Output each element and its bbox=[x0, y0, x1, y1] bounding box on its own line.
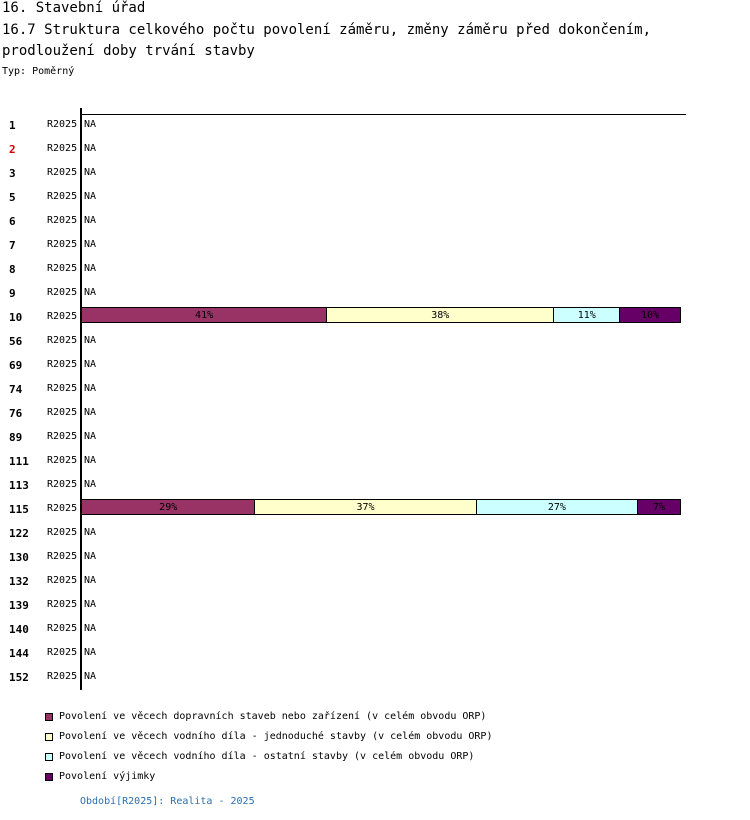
na-label: NA bbox=[84, 359, 97, 370]
data-label: 10% bbox=[641, 309, 660, 321]
data-label: 37% bbox=[356, 501, 375, 513]
period-label: R2025 bbox=[47, 287, 78, 298]
legend-label: Povolení výjimky bbox=[59, 771, 156, 782]
na-label: NA bbox=[84, 479, 97, 490]
chart-row bbox=[0, 617, 690, 641]
chart-title: 16.7 Struktura celkového počtu povolení záměru, změny záměru před dokončením, prodloužení doby trvání stavby bbox=[2, 22, 652, 59]
na-label: NA bbox=[84, 599, 97, 610]
data-label: 7% bbox=[653, 501, 666, 513]
chart-row bbox=[0, 185, 690, 209]
chart-row bbox=[0, 353, 690, 377]
chart-row bbox=[0, 209, 690, 233]
na-label: NA bbox=[84, 383, 97, 394]
na-label: NA bbox=[84, 119, 97, 130]
period-label: R2025 bbox=[47, 455, 78, 466]
period-label: R2025 bbox=[47, 623, 78, 634]
period-label: R2025 bbox=[47, 431, 78, 442]
na-label: NA bbox=[84, 671, 97, 682]
category-label: 69 bbox=[9, 359, 23, 372]
bar-segment bbox=[255, 500, 476, 514]
chart-row bbox=[0, 305, 690, 329]
na-label: NA bbox=[84, 623, 97, 634]
category-label: 111 bbox=[9, 455, 29, 468]
na-label: NA bbox=[84, 335, 97, 346]
chart-row bbox=[0, 137, 690, 161]
data-label: 11% bbox=[577, 309, 596, 321]
legend-label: Povolení ve věcech dopravních staveb nebo zařízení (v celém obvodu ORP) bbox=[59, 711, 487, 722]
stacked-bar bbox=[81, 499, 681, 515]
period-label: R2025 bbox=[47, 239, 78, 250]
legend-label: Povolení ve věcech vodního díla - ostatní stavby (v celém obvodu ORP) bbox=[59, 751, 475, 762]
category-label: 5 bbox=[9, 191, 16, 204]
bar-segment bbox=[638, 500, 680, 514]
na-label: NA bbox=[84, 167, 97, 178]
chart-row bbox=[0, 329, 690, 353]
na-label: NA bbox=[84, 191, 97, 202]
chart-row bbox=[0, 521, 690, 545]
period-label: R2025 bbox=[47, 191, 78, 202]
category-label: 6 bbox=[9, 215, 16, 228]
category-label: 76 bbox=[9, 407, 23, 420]
chart-row bbox=[0, 233, 690, 257]
chart-row bbox=[0, 641, 690, 665]
period-label: R2025 bbox=[47, 335, 78, 346]
chart-row bbox=[0, 113, 690, 137]
chart-row bbox=[0, 665, 690, 689]
period-label: R2025 bbox=[47, 599, 78, 610]
category-label: 1 bbox=[9, 119, 16, 132]
category-label: 2 bbox=[9, 143, 16, 156]
na-label: NA bbox=[84, 431, 97, 442]
page-title: 16. Stavební úřad bbox=[2, 0, 146, 16]
stacked-bar bbox=[81, 307, 681, 323]
period-label: R2025 bbox=[47, 527, 78, 538]
period-label: R2025 bbox=[47, 311, 78, 322]
chart-row bbox=[0, 425, 690, 449]
data-label: 27% bbox=[547, 501, 566, 513]
chart-row bbox=[0, 569, 690, 593]
legend-swatch bbox=[45, 773, 53, 781]
period-label: R2025 bbox=[47, 671, 78, 682]
period-label: R2025 bbox=[47, 647, 78, 658]
period-label: R2025 bbox=[47, 503, 78, 514]
category-label: 132 bbox=[9, 575, 29, 588]
na-label: NA bbox=[84, 143, 97, 154]
period-label: R2025 bbox=[47, 167, 78, 178]
chart-row bbox=[0, 401, 690, 425]
data-label: 38% bbox=[431, 309, 450, 321]
na-label: NA bbox=[84, 263, 97, 274]
na-label: NA bbox=[84, 455, 97, 466]
bar-segment bbox=[82, 308, 327, 322]
chart-row bbox=[0, 449, 690, 473]
chart-row bbox=[0, 257, 690, 281]
chart-type-label: Typ: Poměrný bbox=[2, 66, 75, 77]
na-label: NA bbox=[84, 215, 97, 226]
period-footer: Období[R2025]: Realita - 2025 bbox=[80, 796, 255, 807]
chart-row bbox=[0, 161, 690, 185]
na-label: NA bbox=[84, 527, 97, 538]
category-label: 144 bbox=[9, 647, 29, 660]
bar-segment bbox=[477, 500, 638, 514]
na-label: NA bbox=[84, 575, 97, 586]
legend-swatch bbox=[45, 733, 53, 741]
chart-row bbox=[0, 377, 690, 401]
category-label: 9 bbox=[9, 287, 16, 300]
bar-segment bbox=[620, 308, 680, 322]
period-label: R2025 bbox=[47, 551, 78, 562]
bar-segment bbox=[327, 308, 554, 322]
chart-row bbox=[0, 497, 690, 521]
data-label: 41% bbox=[195, 309, 214, 321]
period-label: R2025 bbox=[47, 479, 78, 490]
period-label: R2025 bbox=[47, 215, 78, 226]
category-label: 122 bbox=[9, 527, 29, 540]
category-label: 152 bbox=[9, 671, 29, 684]
na-label: NA bbox=[84, 239, 97, 250]
period-label: R2025 bbox=[47, 575, 78, 586]
na-label: NA bbox=[84, 407, 97, 418]
period-label: R2025 bbox=[47, 383, 78, 394]
na-label: NA bbox=[84, 551, 97, 562]
chart-row bbox=[0, 593, 690, 617]
category-label: 56 bbox=[9, 335, 23, 348]
category-label: 89 bbox=[9, 431, 23, 444]
chart-row bbox=[0, 473, 690, 497]
legend-swatch bbox=[45, 753, 53, 761]
category-label: 115 bbox=[9, 503, 29, 516]
category-label: 10 bbox=[9, 311, 23, 324]
period-label: R2025 bbox=[47, 143, 78, 154]
na-label: NA bbox=[84, 647, 97, 658]
period-label: R2025 bbox=[47, 263, 78, 274]
bar-segment bbox=[82, 500, 255, 514]
category-label: 74 bbox=[9, 383, 23, 396]
na-label: NA bbox=[84, 287, 97, 298]
bar-segment bbox=[554, 308, 620, 322]
chart-row bbox=[0, 545, 690, 569]
chart-row bbox=[0, 281, 690, 305]
category-label: 8 bbox=[9, 263, 16, 276]
period-label: R2025 bbox=[47, 407, 78, 418]
category-label: 139 bbox=[9, 599, 29, 612]
category-label: 113 bbox=[9, 479, 29, 492]
category-label: 140 bbox=[9, 623, 29, 636]
legend-swatch bbox=[45, 713, 53, 721]
data-label: 29% bbox=[159, 501, 178, 513]
period-label: R2025 bbox=[47, 359, 78, 370]
period-label: R2025 bbox=[47, 119, 78, 130]
category-label: 130 bbox=[9, 551, 29, 564]
category-label: 7 bbox=[9, 239, 16, 252]
legend-label: Povolení ve věcech vodního díla - jednoduché stavby (v celém obvodu ORP) bbox=[59, 731, 493, 742]
category-label: 3 bbox=[9, 167, 16, 180]
